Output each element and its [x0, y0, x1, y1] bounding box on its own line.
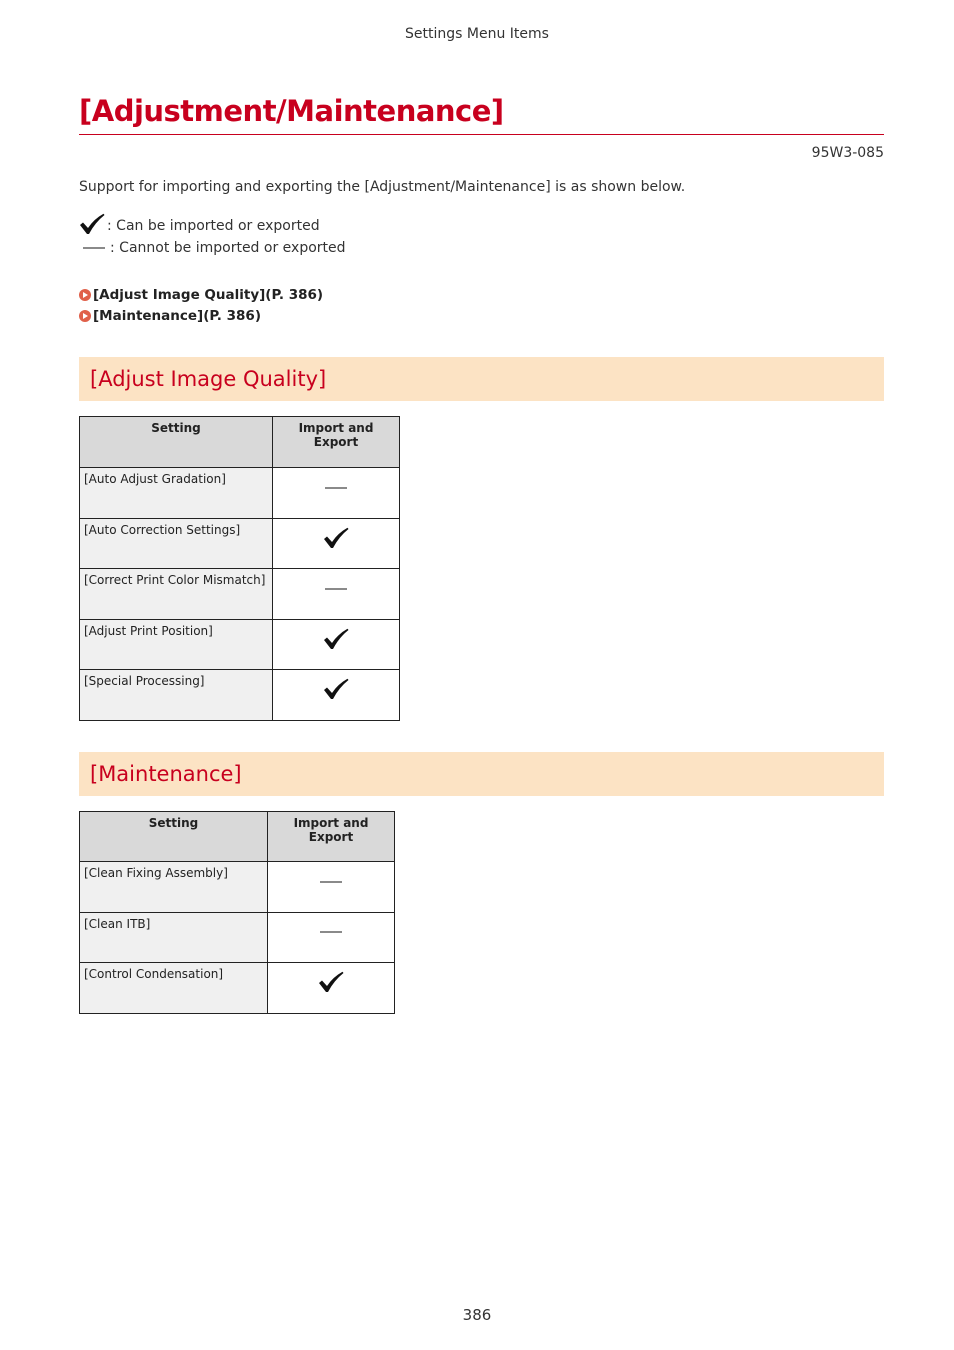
dash-icon	[320, 931, 342, 933]
import-export-status	[268, 912, 395, 963]
setting-name: [Control Condensation]	[80, 963, 268, 1014]
column-header-setting: Setting	[80, 417, 273, 468]
section-heading-maintenance: [Maintenance]	[79, 752, 884, 796]
column-header-import-export: Import and Export	[268, 812, 395, 862]
running-header: Settings Menu Items	[405, 26, 549, 42]
check-icon	[323, 627, 349, 654]
table-row	[80, 619, 400, 670]
arrow-circle-icon	[79, 310, 91, 322]
legend-unsupported-label: : Cannot be imported or exported	[110, 240, 346, 256]
setting-name: [Clean ITB]	[80, 912, 268, 963]
table-row	[80, 963, 395, 1014]
link-label: [Adjust Image Quality](P. 386)	[93, 286, 324, 303]
maintenance-table	[79, 811, 395, 1014]
section-heading-adjust-image-quality: [Adjust Image Quality]	[79, 357, 884, 401]
dash-icon	[83, 247, 105, 249]
title-rule	[79, 134, 884, 135]
check-icon	[323, 526, 349, 553]
dash-icon	[320, 881, 342, 883]
legend-unsupported	[79, 240, 346, 256]
import-export-status	[273, 569, 400, 620]
setting-name: [Correct Print Color Mismatch]	[80, 569, 273, 620]
column-header-import-export: Import and Export	[273, 417, 400, 468]
table-row	[80, 862, 395, 913]
check-icon	[318, 970, 344, 997]
table-row	[80, 468, 400, 519]
section-links	[79, 284, 323, 326]
setting-name: [Clean Fixing Assembly]	[80, 862, 268, 913]
import-export-status	[273, 468, 400, 519]
table-row	[80, 569, 400, 620]
dash-icon	[325, 588, 347, 590]
page-title: [Adjustment/Maintenance]	[79, 94, 504, 128]
import-export-status	[268, 862, 395, 913]
check-icon	[79, 213, 107, 239]
table-header-row	[80, 417, 400, 468]
column-header-setting: Setting	[80, 812, 268, 862]
intro-text: Support for importing and exporting the [Adjustment/Maintenance] is as shown below.	[79, 179, 686, 195]
setting-name: [Auto Correction Settings]	[80, 518, 273, 569]
import-export-status	[268, 963, 395, 1014]
table-row	[80, 912, 395, 963]
import-export-status	[273, 619, 400, 670]
check-icon	[323, 677, 349, 704]
document-id: 95W3-085	[811, 145, 884, 161]
table-row	[80, 670, 400, 721]
arrow-circle-icon	[79, 289, 91, 301]
setting-name: [Auto Adjust Gradation]	[80, 468, 273, 519]
setting-name: [Adjust Print Position]	[80, 619, 273, 670]
legend-supported	[79, 213, 320, 239]
link-label: [Maintenance](P. 386)	[93, 307, 261, 324]
adjust-image-quality-table	[79, 416, 400, 721]
table-row	[80, 518, 400, 569]
link-maintenance[interactable]	[79, 305, 323, 326]
page-number: 386	[462, 1306, 492, 1324]
import-export-status	[273, 518, 400, 569]
table-header-row	[80, 812, 395, 862]
import-export-status	[273, 670, 400, 721]
legend-supported-label: : Can be imported or exported	[107, 218, 320, 234]
dash-icon	[325, 487, 347, 489]
setting-name: [Special Processing]	[80, 670, 273, 721]
link-adjust-image-quality[interactable]	[79, 284, 323, 305]
